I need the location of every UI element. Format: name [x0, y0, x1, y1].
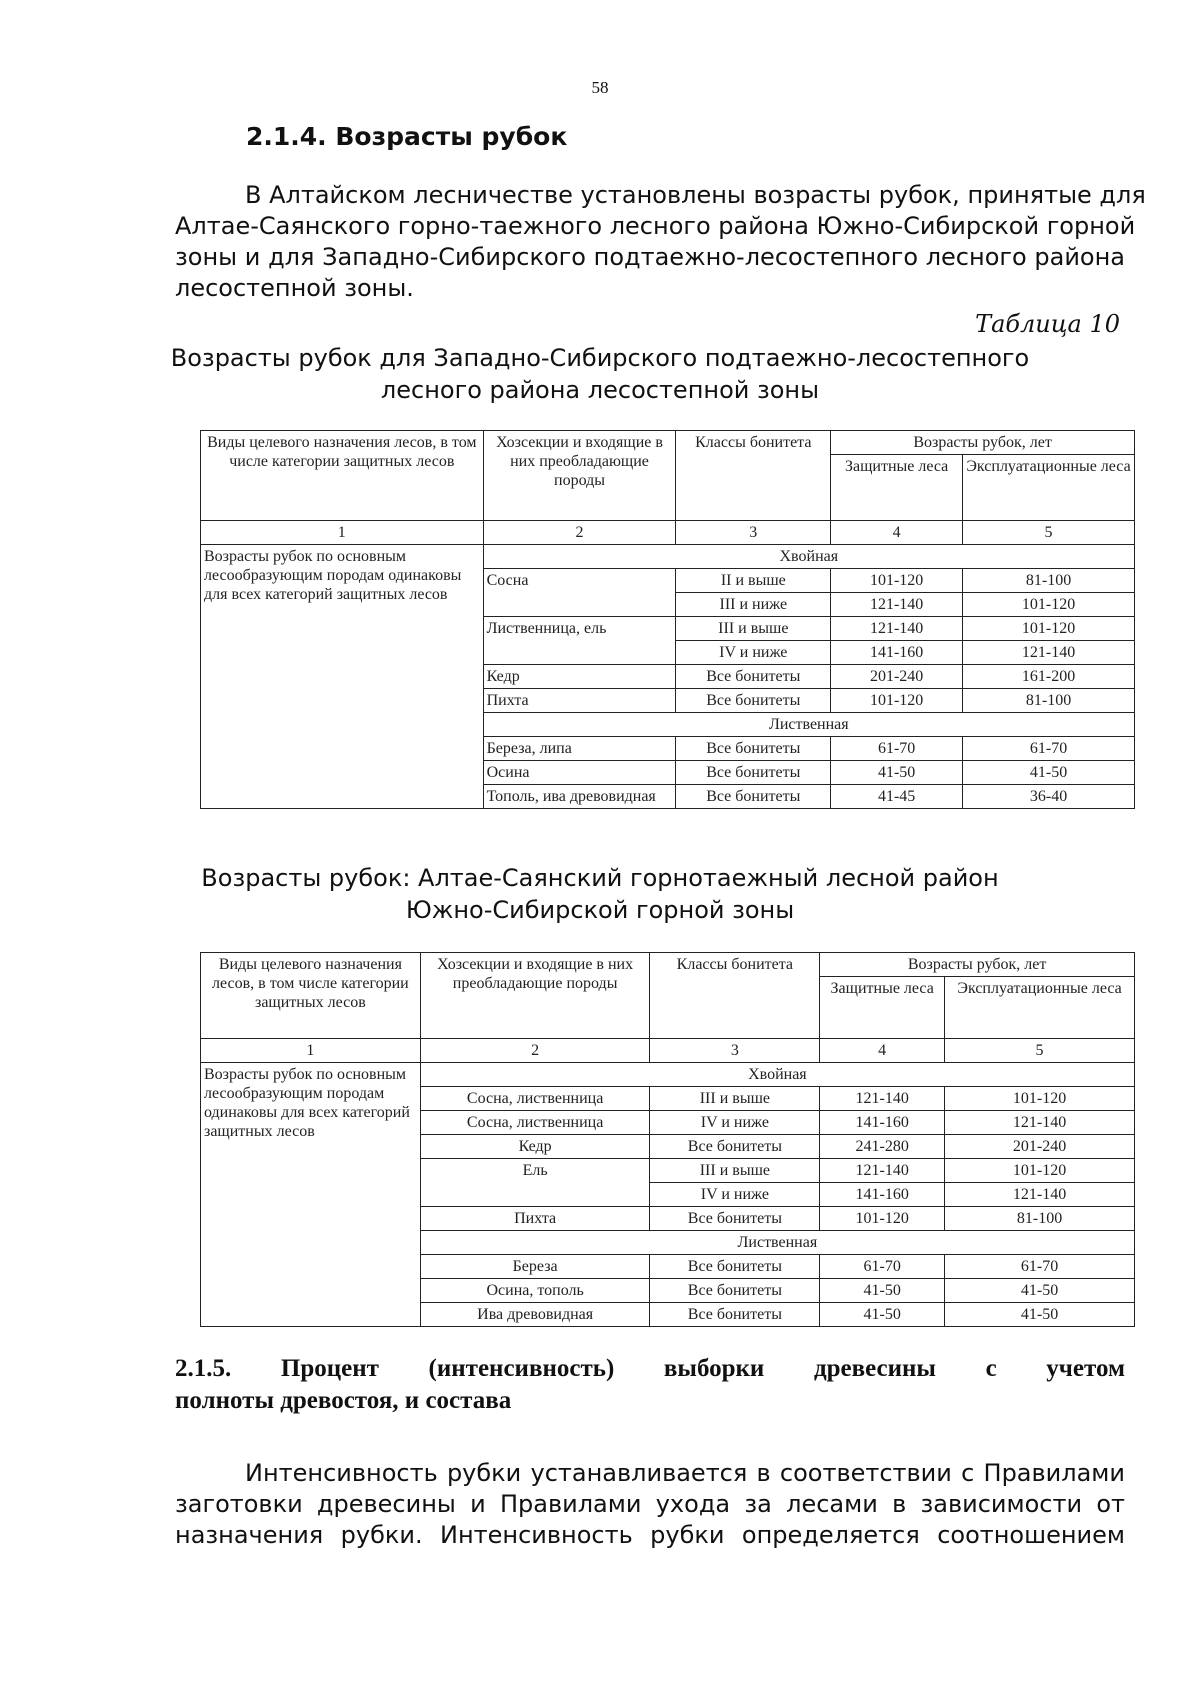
caption-line: Возрасты рубок для Западно-Сибирского подтаежно-лесостепного	[170, 344, 1030, 372]
header-cell: Виды целевого назначения лесов, в том числе категории защитных лесов	[201, 431, 484, 521]
species-cell: Тополь, ива древовидная	[483, 785, 676, 809]
species-cell	[483, 641, 676, 665]
class-cell: Все бонитеты	[650, 1303, 820, 1327]
protective-cell: 141-160	[831, 641, 963, 665]
species-cell: Осина, тополь	[420, 1279, 650, 1303]
class-cell: II и выше	[676, 569, 831, 593]
number-cell: 3	[650, 1039, 820, 1063]
species-cell: Сосна, лиственница	[420, 1087, 650, 1111]
protective-cell: 41-50	[831, 761, 963, 785]
protective-cell: 101-120	[831, 689, 963, 713]
class-cell: Все бонитеты	[676, 761, 831, 785]
class-cell: Все бонитеты	[650, 1255, 820, 1279]
protective-cell: 61-70	[820, 1255, 945, 1279]
number-cell: 2	[483, 521, 676, 545]
header-cell: Эксплуатационные леса	[945, 977, 1135, 1039]
exploitation-cell: 81-100	[963, 689, 1135, 713]
protective-cell: 141-160	[820, 1111, 945, 1135]
header-cell: Возрасты рубок, лет	[820, 953, 1135, 977]
exploitation-cell: 161-200	[963, 665, 1135, 689]
class-cell: IV и ниже	[650, 1111, 820, 1135]
exploitation-cell: 201-240	[945, 1135, 1135, 1159]
species-cell: Ель	[420, 1159, 650, 1183]
species-cell: Пихта	[420, 1207, 650, 1231]
table-label: Таблица 10	[975, 310, 1120, 338]
header-cell: Хозсекции и входящие в них преобладающие породы	[420, 953, 650, 1039]
section-heading-2-1-5	[175, 1353, 1125, 1417]
class-cell: IV и ниже	[650, 1183, 820, 1207]
class-cell: III и выше	[650, 1159, 820, 1183]
exploitation-cell: 121-140	[945, 1183, 1135, 1207]
species-cell: Кедр	[420, 1135, 650, 1159]
class-cell: III и выше	[676, 617, 831, 641]
protective-cell: 121-140	[831, 617, 963, 641]
class-cell: Все бонитеты	[676, 785, 831, 809]
header-cell: Классы бонитета	[650, 953, 820, 1039]
species-cell: Сосна	[483, 569, 676, 593]
protective-cell: 101-120	[820, 1207, 945, 1231]
protective-cell: 121-140	[820, 1159, 945, 1183]
exploitation-cell: 121-140	[945, 1111, 1135, 1135]
heading-line: 2.1.5. Процент (интенсивность) выборки древесины с учетом	[175, 1355, 1125, 1382]
number-cell: 3	[676, 521, 831, 545]
species-cell: Ива древовидная	[420, 1303, 650, 1327]
species-cell: Лиственница, ель	[483, 617, 676, 641]
exploitation-cell: 101-120	[945, 1159, 1135, 1183]
protective-cell: 121-140	[831, 593, 963, 617]
protective-cell: 121-140	[820, 1087, 945, 1111]
species-cell	[420, 1183, 650, 1207]
exploitation-cell: 41-50	[945, 1303, 1135, 1327]
header-cell: Классы бонитета	[676, 431, 831, 521]
exploitation-cell: 81-100	[945, 1207, 1135, 1231]
header-cell: Эксплуатационные леса	[963, 455, 1135, 521]
table2-caption	[0, 862, 1200, 926]
exploitation-cell: 101-120	[945, 1087, 1135, 1111]
heading-line: полноты древостоя, и состава	[175, 1387, 512, 1414]
paragraph-line: В Алтайском лесничестве установлены возрасты рубок, принятые для	[245, 181, 1146, 209]
class-cell: Все бонитеты	[676, 665, 831, 689]
exploitation-cell: 41-50	[945, 1279, 1135, 1303]
species-cell: Береза, липа	[483, 737, 676, 761]
class-cell: III и ниже	[676, 593, 831, 617]
class-cell: Все бонитеты	[650, 1135, 820, 1159]
group-row: Хвойная	[420, 1063, 1134, 1087]
class-cell: Все бонитеты	[650, 1279, 820, 1303]
group-row: Лиственная	[483, 713, 1134, 737]
exploitation-cell: 41-50	[963, 761, 1135, 785]
group-row: Лиственная	[420, 1231, 1134, 1255]
header-cell: Защитные леса	[820, 977, 945, 1039]
exploitation-cell: 101-120	[963, 593, 1135, 617]
exploitation-cell: 81-100	[963, 569, 1135, 593]
number-cell: 5	[945, 1039, 1135, 1063]
caption-line: лесного района лесостепной зоны	[380, 376, 820, 404]
class-cell: Все бонитеты	[676, 689, 831, 713]
number-cell: 1	[201, 1039, 421, 1063]
exploitation-cell: 121-140	[963, 641, 1135, 665]
protective-cell: 61-70	[831, 737, 963, 761]
number-cell: 2	[420, 1039, 650, 1063]
intro-paragraph	[175, 180, 1146, 304]
class-cell: Все бонитеты	[650, 1207, 820, 1231]
number-cell: 4	[820, 1039, 945, 1063]
exploitation-cell: 61-70	[945, 1255, 1135, 1279]
protective-cell: 41-50	[820, 1279, 945, 1303]
species-cell: Кедр	[483, 665, 676, 689]
species-cell: Осина	[483, 761, 676, 785]
paragraph-line: Интенсивность рубки устанавливается в соответствии с Правилами	[245, 1459, 1125, 1487]
header-cell: Виды целевого назначения лесов, в том числе категории защитных лесов	[201, 953, 421, 1039]
number-cell: 1	[201, 521, 484, 545]
caption-line: Возрасты рубок: Алтае-Саянский горнотаежный лесной район	[201, 864, 999, 892]
protective-cell: 41-45	[831, 785, 963, 809]
category-cell: Возрасты рубок по основным лесообразующим породам одинаковы для всех категорий защитных лесов	[201, 1063, 421, 1327]
paragraph-line: лесостепной зоны.	[175, 274, 414, 302]
header-cell: Хозсекции и входящие в них преобладающие породы	[483, 431, 676, 521]
species-cell: Береза	[420, 1255, 650, 1279]
category-cell: Возрасты рубок по основным лесообразующим породам одинаковы для всех категорий защитных лесов	[201, 545, 484, 809]
species-cell: Пихта	[483, 689, 676, 713]
number-cell: 5	[963, 521, 1135, 545]
header-cell: Защитные леса	[831, 455, 963, 521]
group-row: Хвойная	[483, 545, 1134, 569]
class-cell: Все бонитеты	[676, 737, 831, 761]
number-cell: 4	[831, 521, 963, 545]
protective-cell: 141-160	[820, 1183, 945, 1207]
protective-cell: 201-240	[831, 665, 963, 689]
exploitation-cell: 61-70	[963, 737, 1135, 761]
class-cell: III и выше	[650, 1087, 820, 1111]
exploitation-cell: 36-40	[963, 785, 1135, 809]
protective-cell: 101-120	[831, 569, 963, 593]
protective-cell: 41-50	[820, 1303, 945, 1327]
table-cutting-ages-1	[200, 430, 1135, 809]
species-cell: Сосна, лиственница	[420, 1111, 650, 1135]
intensity-paragraph	[175, 1458, 1125, 1551]
table1-caption	[0, 342, 1200, 406]
paragraph-line: Алтае-Саянского горно-таежного лесного района Южно-Сибирской горной	[175, 212, 1136, 240]
caption-line: Южно-Сибирской горной зоны	[405, 896, 795, 924]
paragraph-line: заготовки древесины и Правилами ухода за лесами в зависимости от	[175, 1490, 1125, 1518]
exploitation-cell: 101-120	[963, 617, 1135, 641]
paragraph-line: назначения рубки. Интенсивность рубки определяется соотношением	[175, 1521, 1125, 1549]
class-cell: IV и ниже	[676, 641, 831, 665]
species-cell	[483, 593, 676, 617]
section-heading-2-1-4: 2.1.4. Возрасты рубок	[246, 122, 568, 151]
page-number: 58	[591, 78, 609, 97]
paragraph-line: зоны и для Западно-Сибирского подтаежно-лесостепного лесного района	[175, 243, 1125, 271]
table-cutting-ages-2	[200, 952, 1135, 1327]
protective-cell: 241-280	[820, 1135, 945, 1159]
header-cell: Возрасты рубок, лет	[831, 431, 1135, 455]
